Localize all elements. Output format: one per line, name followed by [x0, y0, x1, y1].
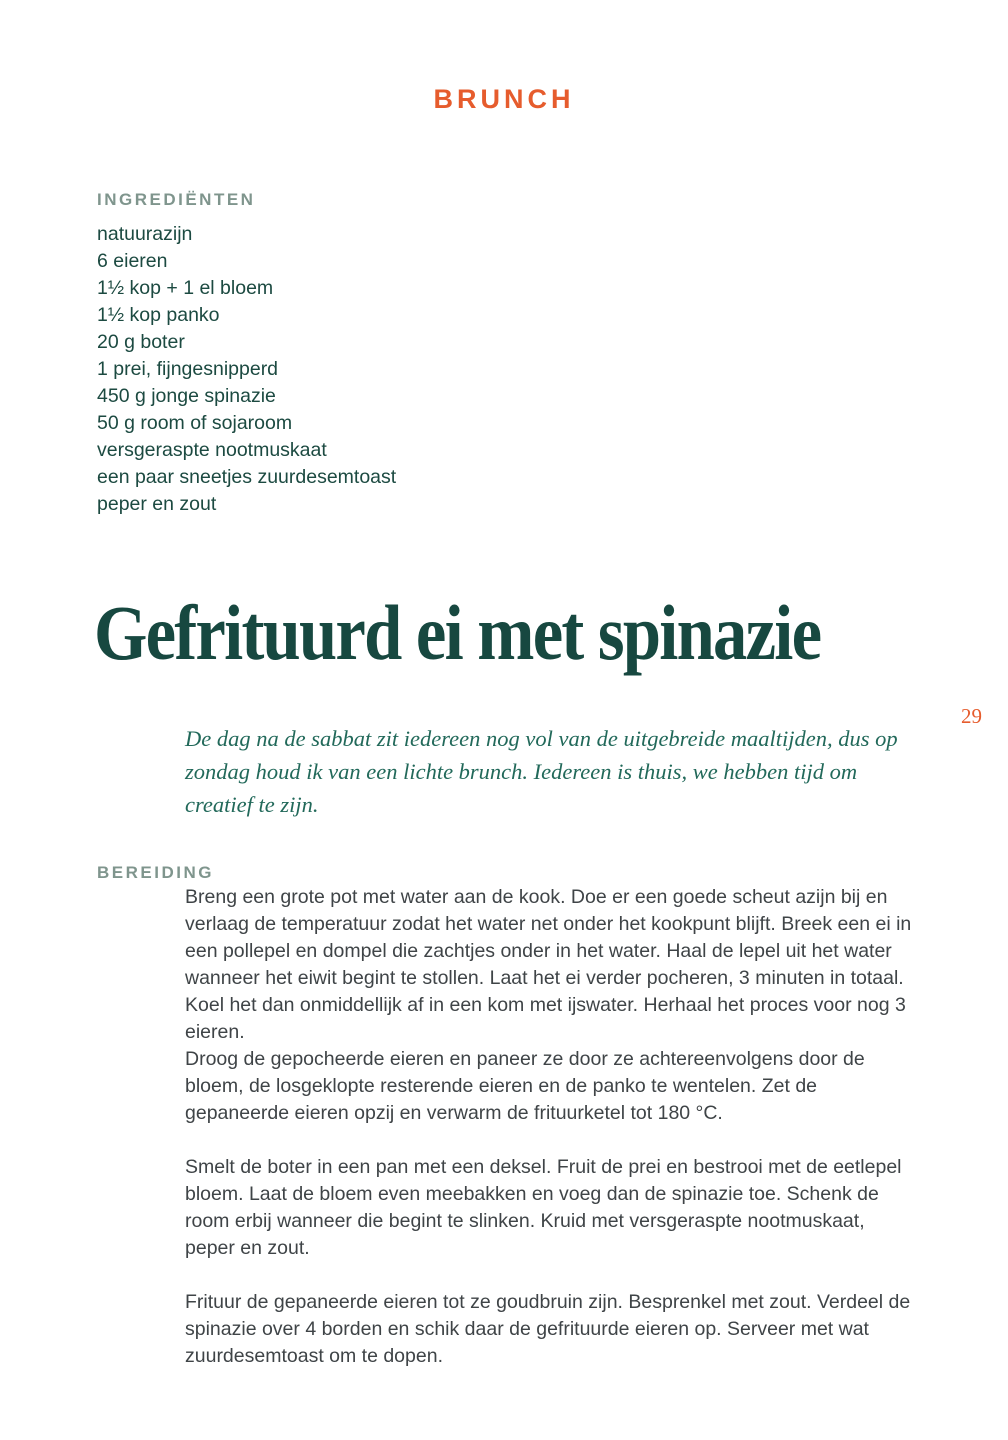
ingredient-item: 450 g jonge spinazie — [97, 385, 276, 407]
preparation-paragraph: Breng een grote pot met water aan de kook. Doe er een goede scheut azijn bij en verlaag de temperatuur zodat het water net onder het kookpunt blijft. Breek een ei in een pollepel en dompel die zachtjes onder in het water. Haal de lepel uit het water wanneer het eiwit begint te stollen. Laat het ei verder pocheren, 3 minuten in totaal. Koel het dan onmiddellijk af in een kom met ijswater. Herhaal het proces voor nog 3 eieren. — [185, 886, 912, 1043]
preparation-paragraphs — [185, 884, 913, 1370]
ingredient-item: 20 g boter — [97, 331, 185, 353]
page-number: 29 — [961, 704, 982, 728]
ingredient-item: 1½ kop panko — [97, 304, 220, 326]
preparation-paragraph: Droog de gepocheerde eieren en paneer ze door ze achtereenvolgens door de bloem, de losgeklopte resterende eieren en de panko te wentelen. Zet de gepaneerde eieren opzij en verwarm de frituurketel tot 180 °C. — [185, 1048, 865, 1124]
recipe-intro: De dag na de sabbat zit iedereen nog vol van de uitgebreide maaltijden, dus op zondag houd ik van een lichte brunch. Iedereen is thuis, we hebben tijd om creatief te zijn. — [185, 726, 898, 817]
recipe-title: Gefrituurd ei met spinazie — [94, 589, 821, 676]
ingredients-heading: INGREDIËNTEN — [97, 190, 256, 209]
ingredient-item: 1½ kop + 1 el bloem — [97, 277, 274, 299]
ingredient-item: een paar sneetjes zuurdesemtoast — [97, 466, 397, 488]
ingredient-item: 6 eieren — [97, 250, 168, 272]
ingredient-item: peper en zout — [97, 493, 217, 515]
preparation-heading: BEREIDING — [97, 863, 214, 882]
ingredient-item: 1 prei, fijngesnipperd — [97, 358, 279, 380]
ingredients-list — [97, 221, 517, 518]
preparation-paragraph: Smelt de boter in een pan met een deksel. Fruit de prei en bestrooi met de eetlepel bloem. Laat de bloem even meebakken en voeg dan de spinazie toe. Schenk de room erbij wanneer die begint te slinken. Kruid met versgeraspte nootmuskaat, peper en zout. — [185, 1156, 902, 1259]
category-label: BRUNCH — [433, 84, 575, 114]
ingredient-item: 50 g room of sojaroom — [97, 412, 293, 434]
ingredient-item: versgeraspte nootmuskaat — [97, 439, 327, 461]
ingredients-section — [97, 190, 517, 518]
ingredient-item: natuurazijn — [97, 223, 193, 245]
preparation-paragraph: Frituur de gepaneerde eieren tot ze goudbruin zijn. Besprenkel met zout. Verdeel de spinazie over 4 borden en schik daar de gefrituurde eieren op. Serveer met wat zuurdesemtoast om te dopen. — [185, 1291, 911, 1367]
